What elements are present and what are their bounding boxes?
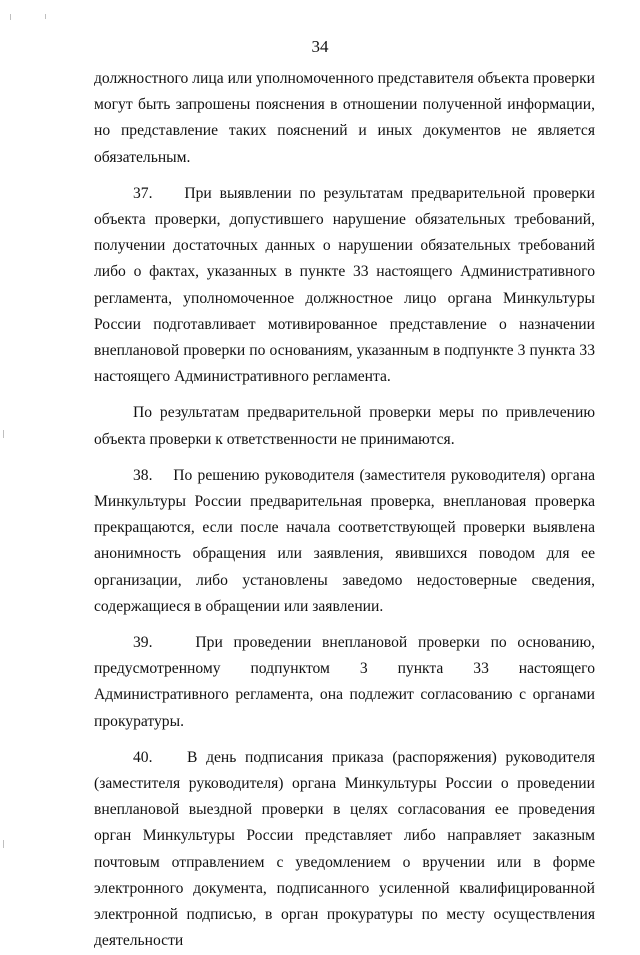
paragraph-39: 39. При проведении внеплановой проверки по основанию, предусмотренному подпунктом 3 пункта 33 настоящего Административного регламента, она подлежит согласованию с органами прокуратуры.	[94, 634, 595, 730]
paragraph-continuation: должностного лица или уполномоченного представителя объекта проверки могут быть запрошены пояснения в отношении полученной информации, но представление таких пояснений и иных документов не является обязательным.	[94, 70, 595, 166]
scan-mark	[3, 840, 4, 848]
paragraph-gap	[94, 453, 595, 463]
document-body	[94, 66, 595, 955]
page-number: 34	[311, 37, 329, 56]
scan-mark	[10, 14, 11, 20]
paragraph-40: 40. В день подписания приказа (распоряжения) руководителя (заместителя руководителя) органа Минкультуры России о проведении внеплановой выездной проверки в целях согласования ее проведения орган Минкультуры России представляет либо направляет заказным почтовым отправлением с уведомлением о вручении или в форме электронного документа, подписанного усиленной квалифицированной электронной подписью, в орган прокуратуры по месту осуществления деятельности	[94, 748, 595, 950]
paragraph-37-note: По результатам предварительной проверки меры по привлечению объекта проверки к ответственности не принимаются.	[94, 404, 595, 448]
paragraph-gap	[94, 390, 595, 400]
paragraph-gap	[94, 735, 595, 745]
paragraph-37: 37. При выявлении по результатам предварительной проверки объекта проверки, допустившего нарушение обязательных требований, получении достаточных данных о нарушении обязательных требований либо о фактах, указанных в пункте 33 настоящего Административного регламента, уполномоченное должностное лицо органа Минкультуры России подготавливает мотивированное представление о назначении внеплановой проверки по основаниям, указанным в подпункте 3 пункта 33 настоящего Административного регламента.	[94, 184, 595, 386]
paragraph-gap	[94, 620, 595, 630]
scan-mark	[45, 14, 46, 19]
paragraph-gap	[94, 171, 595, 181]
scan-mark	[3, 430, 4, 438]
paragraph-38: 38. По решению руководителя (заместителя руководителя) органа Минкультуры России предварительная проверка, внеплановая проверка прекращаются, если после начала соответствующей проверки выявлена анонимность обращения или заявления, явившихся поводом для ее организации, либо установлены заведомо недостоверные сведения, содержащиеся в обращении или заявлении.	[94, 466, 595, 615]
